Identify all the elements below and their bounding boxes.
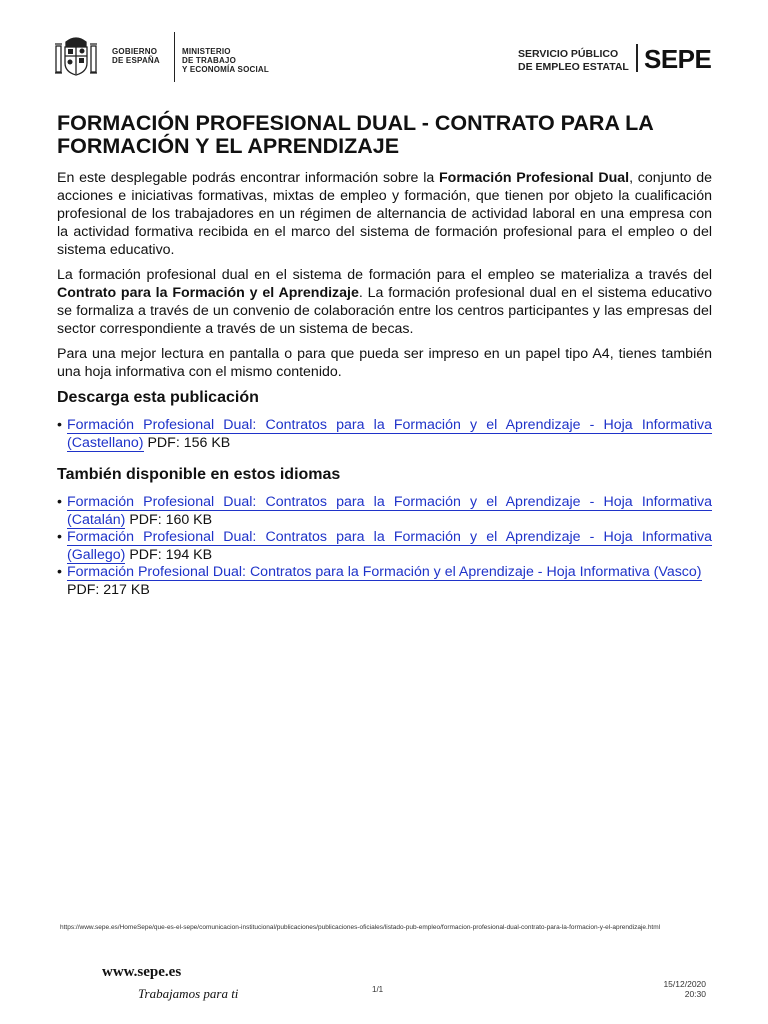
download-link-vasco[interactable]: Formación Profesional Dual: Contratos para la Formación y el Aprendizaje - Hoja Informativa (Vasco) <box>67 564 702 580</box>
file-size: PDF: 194 KB <box>129 546 213 563</box>
list-item <box>57 529 712 564</box>
bullet: • <box>57 529 62 545</box>
file-size: PDF: 156 KB <box>147 434 231 451</box>
languages-heading: También disponible en estos idiomas <box>57 466 341 483</box>
servicio-line: DE EMPLEO ESTATAL <box>518 61 629 73</box>
download-heading: Descarga esta publicación <box>57 389 259 406</box>
ministerio-line: Y ECONOMÍA SOCIAL <box>182 65 269 74</box>
print-date: 15/12/2020 <box>663 979 706 989</box>
header-divider <box>636 44 638 72</box>
header-divider <box>174 32 175 82</box>
print-time: 20:30 <box>684 989 706 999</box>
servicio-publico-label <box>518 48 629 74</box>
bullet: • <box>57 494 62 510</box>
ministerio-line: DE TRABAJO <box>182 56 237 65</box>
list-item <box>57 494 712 529</box>
bullet: • <box>57 564 62 580</box>
intro-text: . La formación profesional dual en el sistema educativo se formaliza a través de un convenio de colaboración entre los centros participantes y las empresas del sector correspondiente a través de un sistema de becas. <box>57 285 712 337</box>
footer-site: www.sepe.es <box>102 964 182 980</box>
footer-motto: Trabajamos para ti <box>138 986 239 1001</box>
print-timestamp <box>640 979 706 999</box>
intro-text: La formación profesional dual en el sistema de formación para el empleo se materializa a través del <box>57 267 712 283</box>
intro-text: En este desplegable podrás encontrar información sobre la <box>57 170 440 186</box>
download-link-gallego[interactable]: Formación Profesional Dual: Contratos para la Formación y el Aprendizaje - Hoja Informativa (Gallego) <box>67 529 712 563</box>
file-size: PDF: 217 KB <box>67 581 150 598</box>
intro-paragraph <box>57 266 712 338</box>
download-link-castellano[interactable]: Formación Profesional Dual: Contratos para la Formación y el Aprendizaje - Hoja Informativa (Castellano) <box>67 417 712 451</box>
list-item <box>57 564 712 599</box>
intro-paragraph <box>57 169 712 259</box>
source-url: https://www.sepe.es/HomeSepe/que-es-el-sepe/comunicacion-institucional/publicaciones/publicaciones-oficiales/listado-pub-empleo/formacion-profesional-dual-contrato-para-la-formacion-y-el-aprendizaje.html <box>60 924 661 931</box>
download-list <box>57 417 712 452</box>
main-content <box>57 112 712 612</box>
page-title: FORMACIÓN PROFESIONAL DUAL - CONTRATO PARA LA FORMACIÓN Y EL APRENDIZAJE <box>57 111 654 158</box>
list-item <box>57 417 712 452</box>
bullet: • <box>57 417 62 433</box>
gobierno-line: GOBIERNO <box>112 47 158 56</box>
intro-paragraph: Para una mejor lectura en pantalla o para que pueda ser impreso en un papel tipo A4, tienes también una hoja informativa con el mismo contenido. <box>57 346 712 380</box>
intro-bold-text: Formación Profesional Dual <box>439 170 630 186</box>
download-link-catalan[interactable]: Formación Profesional Dual: Contratos para la Formación y el Aprendizaje - Hoja Informativa (Catalán) <box>67 494 712 528</box>
page-number: 1/1 <box>372 985 384 994</box>
languages-list <box>57 494 712 599</box>
servicio-line: SERVICIO PÚBLICO <box>518 48 619 60</box>
file-size: PDF: 160 KB <box>129 511 213 528</box>
document-header <box>52 28 724 84</box>
gobierno-label <box>112 47 160 65</box>
ministerio-line: MINISTERIO <box>182 47 231 56</box>
intro-bold-text: Contrato para la Formación y el Aprendizaje <box>57 285 359 301</box>
ministerio-label <box>182 47 269 74</box>
coat-of-arms-icon <box>52 32 100 80</box>
gobierno-line: DE ESPAÑA <box>112 56 160 65</box>
sepe-logo: SEPE <box>644 44 712 74</box>
intro-text: , conjunto de acciones e iniciativas formativas, mixtas de empleo y formación, que tienen por objeto la cualificación profesional de los trabajadores en un régimen de alternancia de actividad laboral en una empresa con la actividad formativa recibida en el marco del sistema de formación profesional para el empleo o del sistema educativo. <box>57 170 712 258</box>
